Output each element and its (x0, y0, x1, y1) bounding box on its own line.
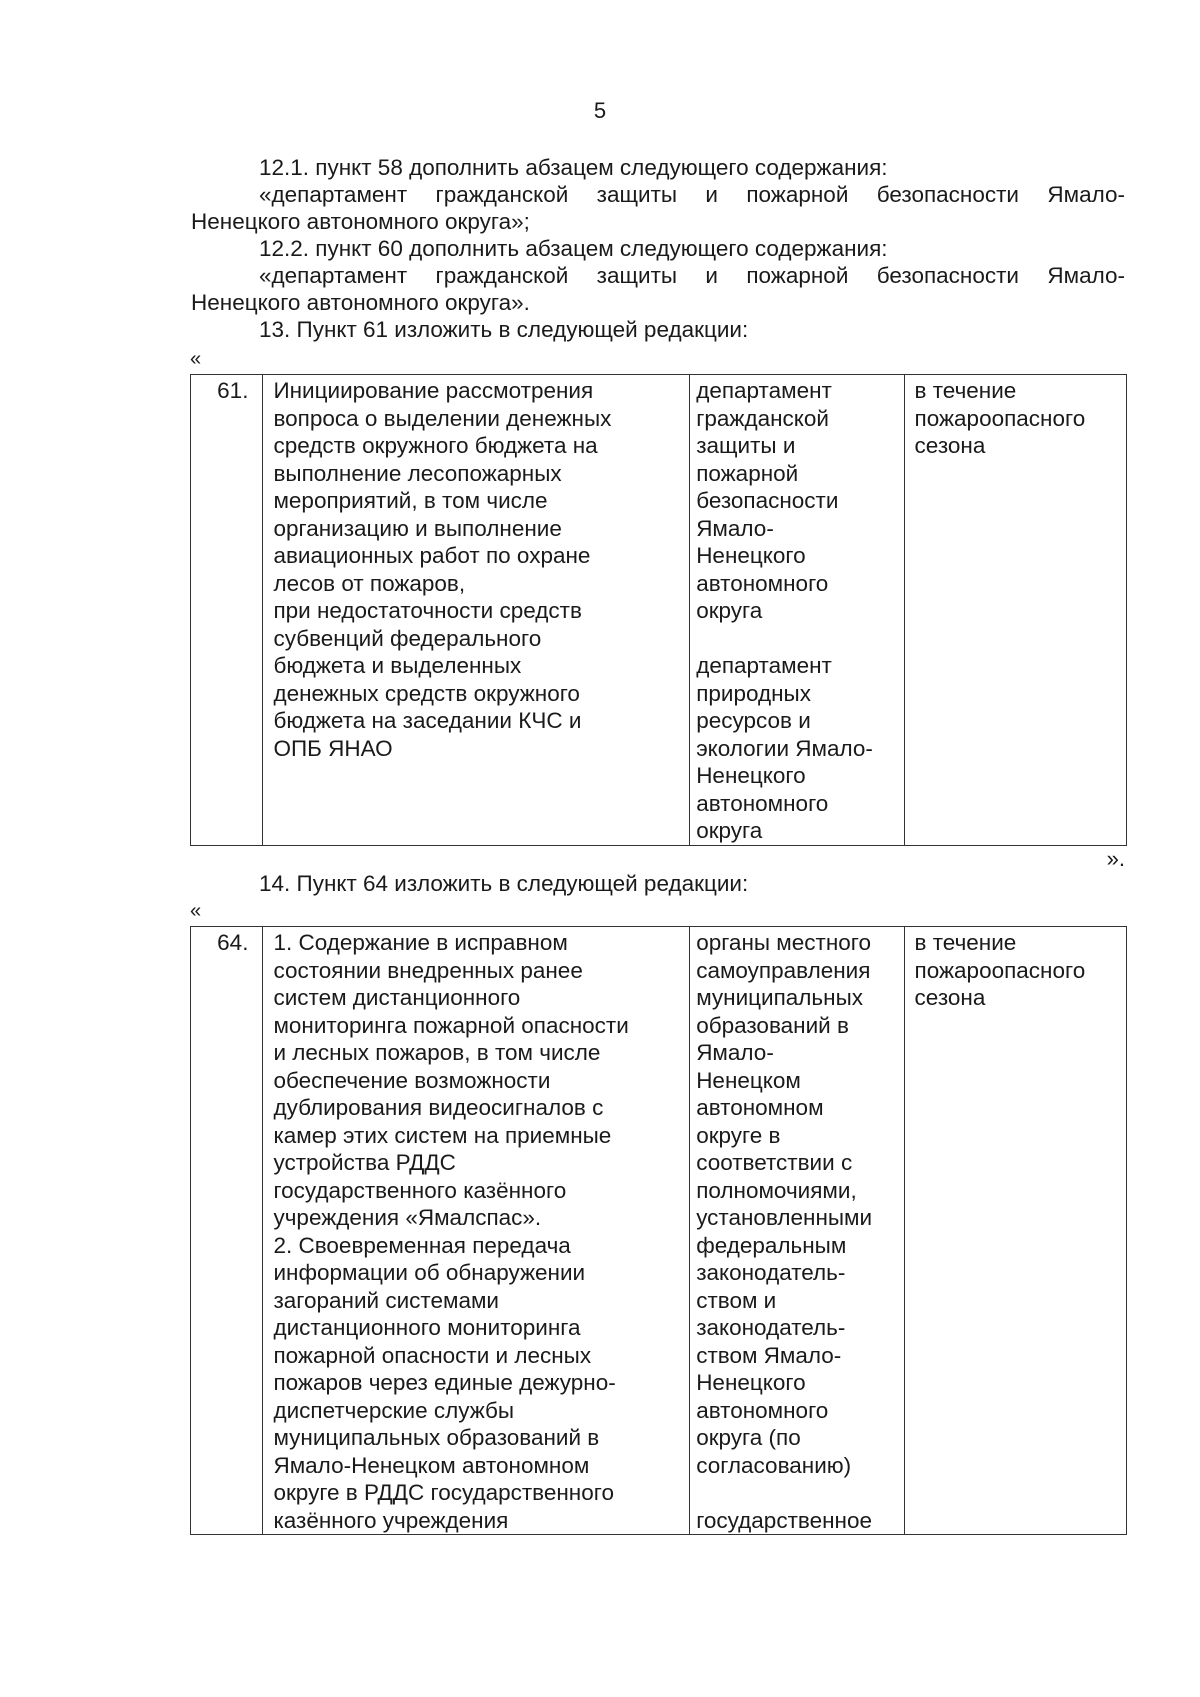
paragraph-12-1: 12.1. пункт 58 дополнить абзацем следующего содержания: (259, 155, 888, 180)
responsible-line: Ненецкого (696, 1370, 806, 1395)
responsible-line: экологии Ямало- (696, 735, 873, 761)
responsible-line: природных (696, 680, 811, 706)
description-line: загораний системами (273, 1287, 500, 1313)
responsible-line: Ямало- (696, 515, 774, 541)
description-line: пожарной опасности и лесных (273, 1342, 592, 1368)
responsible-line: округа (696, 818, 763, 843)
responsible-line: законодатель- (696, 1315, 846, 1340)
responsible-line: Ненецком (696, 1067, 801, 1093)
responsible-line: самоуправления (696, 957, 871, 983)
point-responsible (690, 375, 904, 846)
description-line: казённого учреждения (273, 1507, 509, 1533)
responsible-line: Ненецкого (696, 763, 806, 788)
responsible-line: органы местного (696, 930, 871, 955)
description-line: ОПБ ЯНАО (273, 735, 393, 761)
cell-spacer (696, 1479, 899, 1507)
paragraph-12-2: 12.2. пункт 60 дополнить абзацем следующего содержания: (259, 236, 888, 261)
table-row (191, 375, 1127, 846)
paragraph-13: 13. Пункт 61 изложить в следующей редакции: (259, 317, 749, 342)
responsible-line: Ненецкого (696, 543, 806, 568)
table-point-64 (190, 926, 1127, 1535)
responsible-line: округа (по (696, 1425, 801, 1450)
page-number: 5 (593, 98, 607, 123)
description-line: систем дистанционного (273, 985, 521, 1010)
responsible-line: департамент (696, 653, 832, 678)
description-line: округе в РДДС государственного (273, 1480, 614, 1505)
term-line: пожароопасного (914, 405, 1086, 431)
responsible-line: полномочиями, (696, 1177, 857, 1203)
responsible-line: соответствии с (696, 1150, 853, 1175)
description-line: организацию и выполнение (273, 515, 562, 541)
responsible-line: ством Ямало- (696, 1342, 842, 1368)
amendment-paragraphs (191, 154, 1125, 343)
responsible-line: ресурсов и (696, 708, 811, 733)
point-description (263, 375, 690, 846)
description-line: лесов от пожаров, (273, 570, 466, 596)
term-line: в течение (914, 930, 1017, 955)
paragraph-12-2-quote-line1: «департамент гражданской защиты и пожарной безопасности Ямало- (259, 263, 1125, 288)
point-number: 61. (191, 375, 263, 846)
description-line: мониторинга пожарной опасности (273, 1012, 629, 1038)
description-line: бюджета и выделенных (273, 653, 522, 678)
paragraph-12-1-quote-line2: Ненецкого автономного округа»; (191, 209, 530, 234)
responsible-line: законодатель- (696, 1260, 846, 1285)
responsible-line: автономном (696, 1095, 824, 1120)
term-line: в течение (914, 378, 1017, 403)
description-line: при недостаточности средств (273, 598, 582, 623)
description-line: дублирования видеосигналов с (273, 1095, 604, 1120)
description-line: состоянии внедренных ранее (273, 957, 583, 983)
point-description (263, 927, 690, 1535)
responsible-line: согласованию) (696, 1452, 852, 1478)
term-line: сезона (914, 985, 986, 1010)
description-line: бюджета на заседании КЧС и (273, 708, 582, 733)
close-quote-61: ». (1106, 846, 1125, 871)
description-line: информации об обнаружении (273, 1260, 586, 1285)
responsible-line: автономного (696, 1397, 829, 1423)
point-responsible (690, 927, 904, 1535)
description-line: 1. Содержание в исправном (273, 930, 568, 955)
description-line: средств окружного бюджета на (273, 433, 598, 458)
responsible-line: пожарной (696, 460, 799, 486)
responsible-line: государственное (696, 1507, 872, 1533)
description-line: камер этих систем на приемные (273, 1122, 612, 1148)
description-line: выполнение лесопожарных (273, 460, 562, 486)
responsible-line: округа (696, 598, 763, 623)
paragraph-12-1-quote-line1: «департамент гражданской защиты и пожарной безопасности Ямало- (259, 182, 1125, 207)
open-quote-64: « (190, 900, 202, 922)
cell-spacer (696, 625, 899, 653)
responsible-line: гражданской (696, 405, 829, 431)
description-line: денежных средств окружного (273, 680, 580, 706)
term-line: сезона (914, 433, 986, 458)
responsible-line: округе в (696, 1122, 781, 1148)
responsible-line: Ямало- (696, 1040, 774, 1065)
responsible-line: департамент (696, 378, 832, 403)
open-quote-61: « (190, 348, 202, 370)
responsible-line: ством и (696, 1287, 777, 1313)
description-line: мероприятий, в том числе (273, 488, 548, 513)
description-line: обеспечение возможности (273, 1067, 551, 1093)
description-line: диспетчерские службы (273, 1397, 515, 1423)
point-term (904, 375, 1126, 846)
description-line: вопроса о выделении денежных (273, 405, 612, 431)
point-term (904, 927, 1126, 1535)
description-line: пожаров через единые дежурно- (273, 1370, 616, 1395)
responsible-line: образований в (696, 1012, 849, 1038)
description-line: 2. Своевременная передача (273, 1232, 571, 1258)
responsible-line: муниципальных (696, 985, 864, 1010)
term-line: пожароопасного (914, 957, 1086, 983)
description-line: дистанционного мониторинга (273, 1315, 581, 1340)
paragraph-14-block (191, 870, 1125, 897)
table-point-61 (190, 374, 1127, 846)
description-line: государственного казённого (273, 1177, 567, 1203)
responsible-line: защиты и (696, 433, 796, 458)
description-line: авиационных работ по охране (273, 543, 591, 568)
description-line: устройства РДДС (273, 1150, 456, 1175)
description-line: Инициирование рассмотрения (273, 378, 594, 403)
paragraph-12-2-quote-line2: Ненецкого автономного округа». (191, 290, 530, 315)
responsible-line: федеральным (696, 1232, 847, 1258)
description-line: муниципальных образований в (273, 1425, 600, 1450)
description-line: субвенций федерального (273, 625, 542, 651)
description-line: учреждения «Ямалспас». (273, 1205, 542, 1230)
responsible-line: установленными (696, 1205, 873, 1230)
responsible-line: автономного (696, 570, 829, 596)
paragraph-14: 14. Пункт 64 изложить в следующей редакции: (259, 871, 749, 896)
responsible-line: безопасности (696, 488, 839, 513)
responsible-line: автономного (696, 790, 829, 816)
description-line: Ямало-Ненецком автономном (273, 1452, 590, 1478)
table-row (191, 927, 1127, 1535)
point-number: 64. (191, 927, 263, 1535)
description-line: и лесных пожаров, в том числе (273, 1040, 601, 1065)
